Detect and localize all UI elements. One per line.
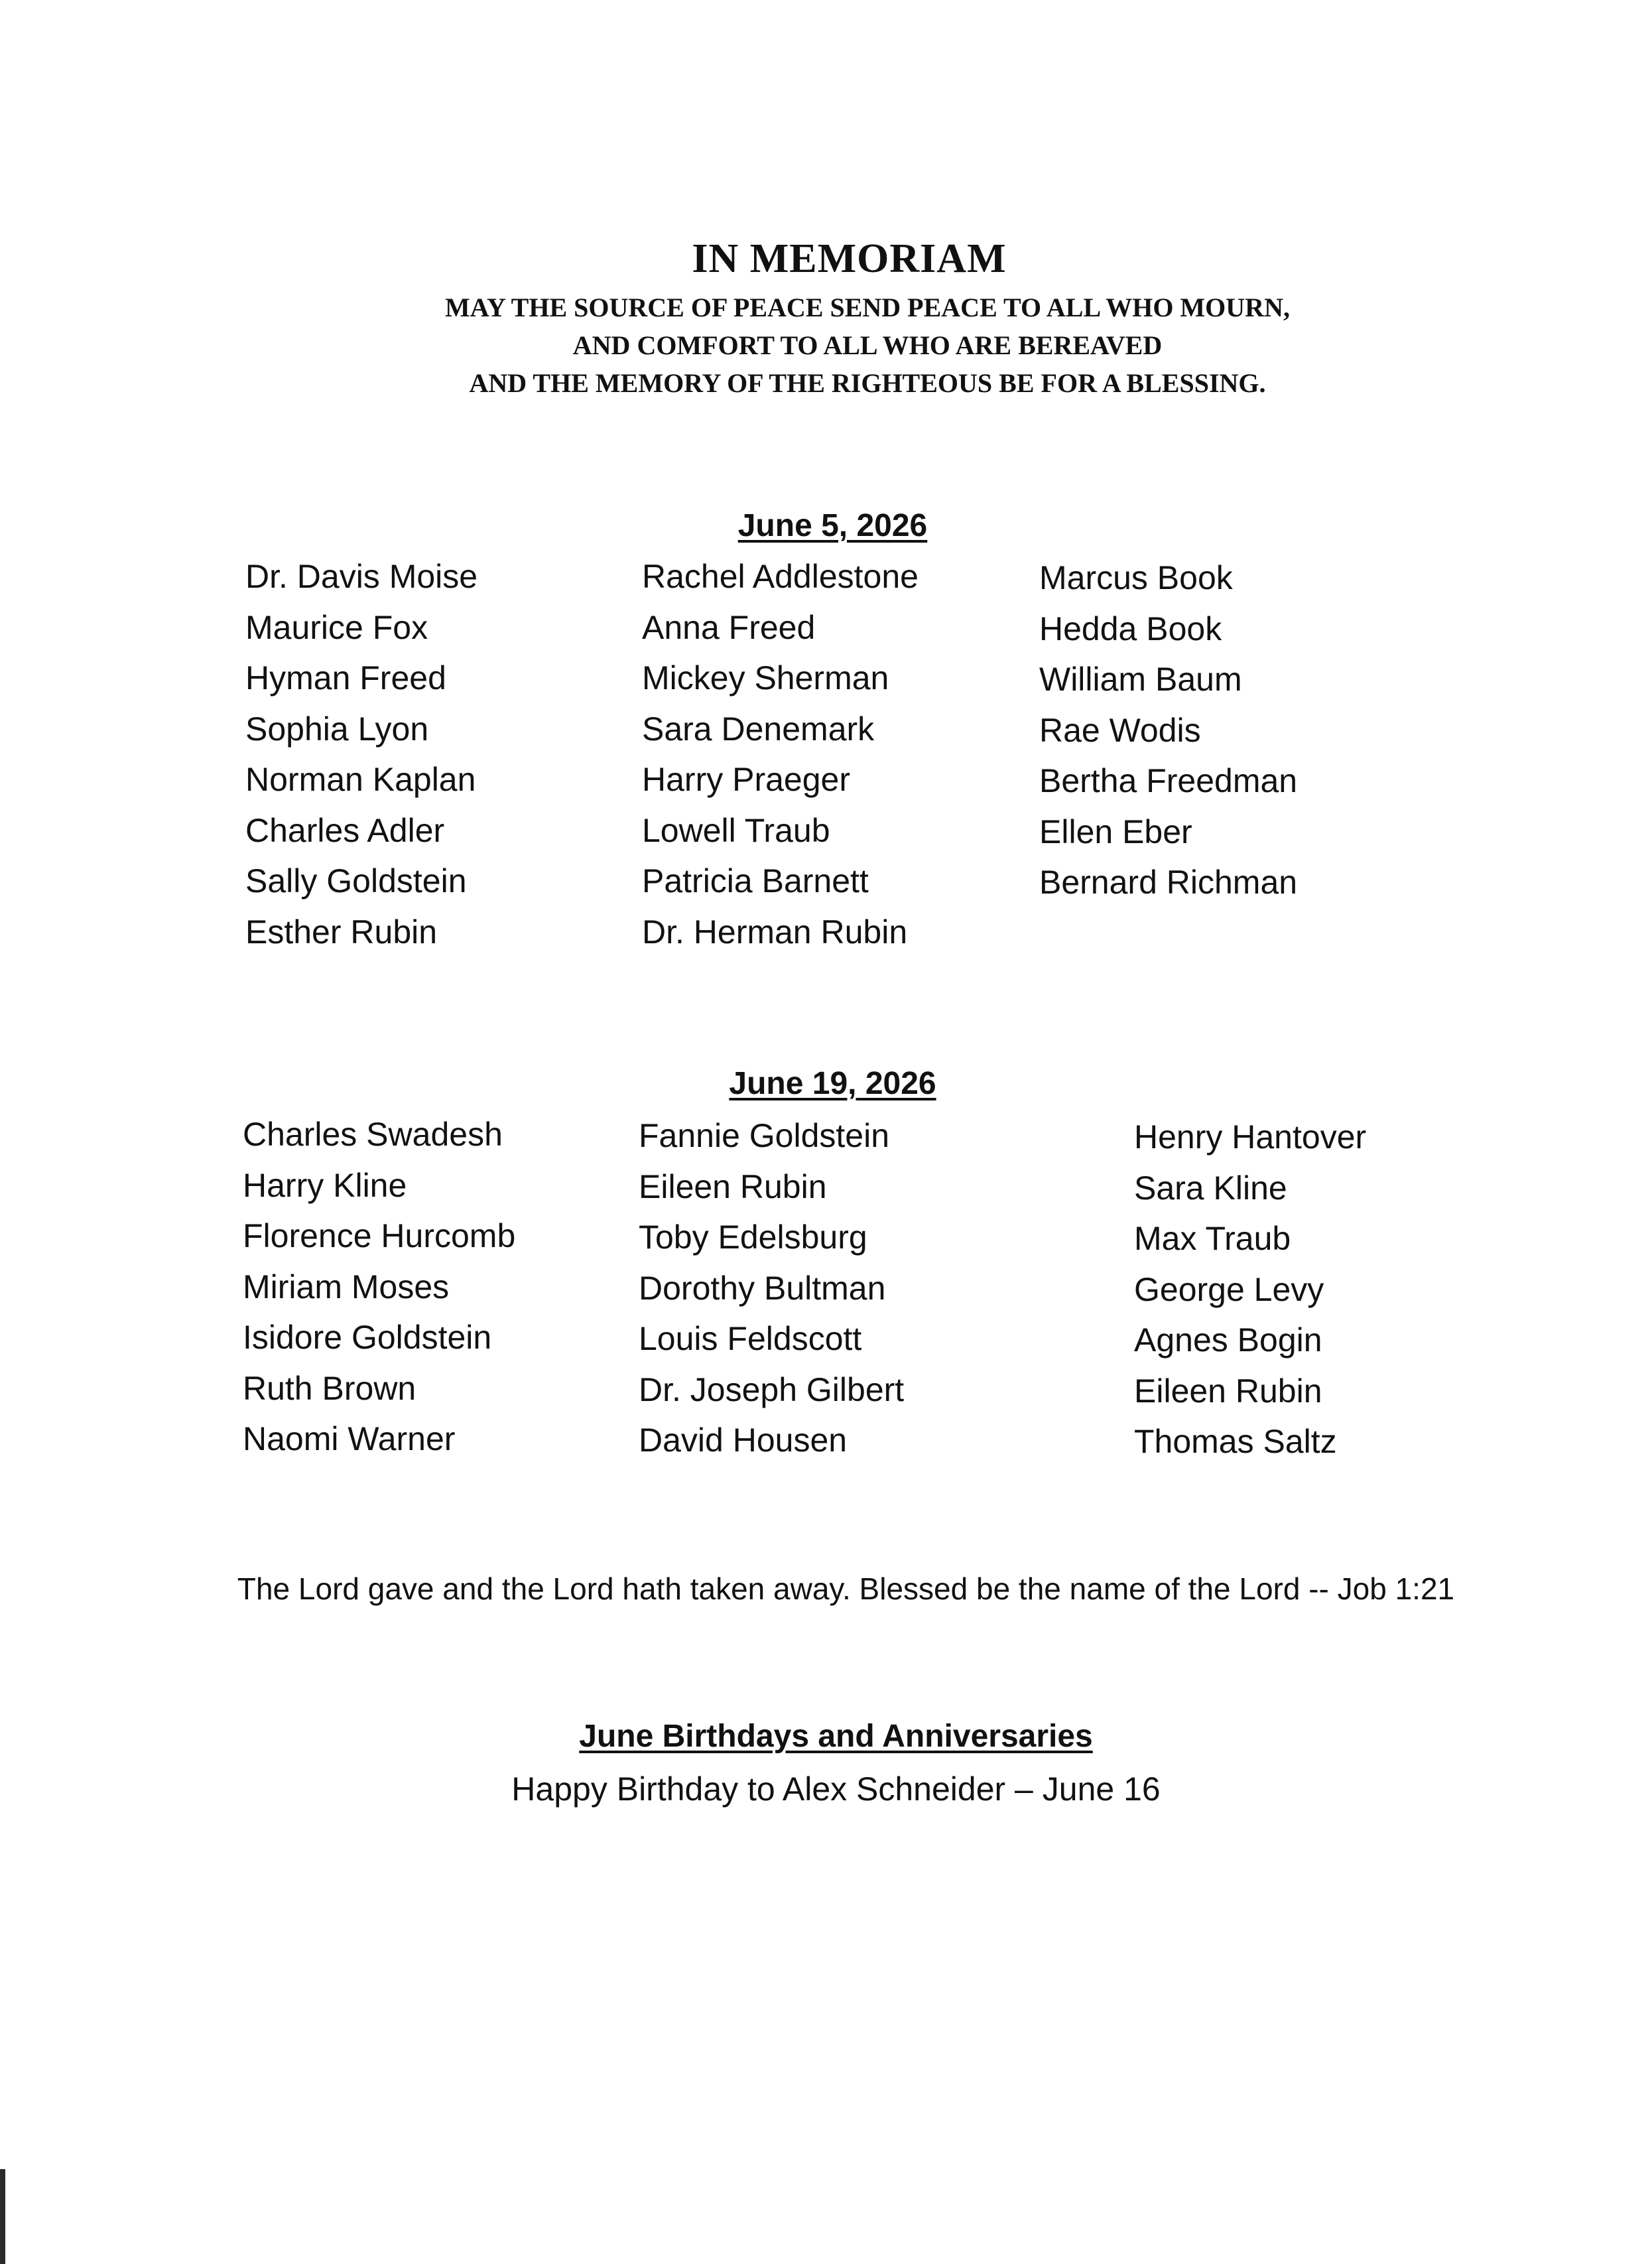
memorial-name: Mickey Sherman: [642, 659, 889, 697]
memorial-name: Norman Kaplan: [245, 761, 476, 798]
memorial-name: Dorothy Bultman: [639, 1269, 886, 1307]
memorial-name: Bernard Richman: [1039, 864, 1298, 901]
memorial-name: Dr. Davis Moise: [245, 558, 478, 595]
memorial-name: Isidore Goldstein: [243, 1319, 492, 1356]
memorial-name: Lowell Traub: [642, 811, 830, 849]
memorial-name: Sara Denemark: [642, 710, 875, 748]
blessing-line-2: AND COMFORT TO ALL WHO ARE BEREAVED: [572, 330, 1163, 360]
memorial-name: Toby Edelsburg: [639, 1219, 867, 1256]
memorial-name: Rae Wodis: [1039, 711, 1201, 749]
memorial-name: Bertha Freedman: [1039, 762, 1298, 799]
birthday-entry: Happy Birthday to Alex Schneider – June 16: [511, 1770, 1161, 1808]
name-column: [243, 1109, 515, 1465]
memorial-name: Miriam Moses: [243, 1268, 450, 1305]
memorial-name: Ruth Brown: [243, 1369, 416, 1407]
memorial-name: Patricia Barnett: [642, 862, 869, 899]
memorial-name: Max Traub: [1134, 1220, 1291, 1257]
memorial-name: Hedda Book: [1039, 610, 1222, 647]
memorial-name: Hyman Freed: [245, 659, 446, 697]
memorial-name: Rachel Addlestone: [642, 558, 919, 595]
name-column: [639, 1110, 904, 1466]
name-column: [1134, 1112, 1366, 1467]
memorial-name: David Housen: [639, 1422, 848, 1459]
memorial-name: Eileen Rubin: [1134, 1372, 1322, 1410]
memorial-name: Anna Freed: [642, 608, 816, 646]
memorial-name: Florence Hurcomb: [243, 1217, 516, 1254]
memorial-name: William Baum: [1039, 661, 1242, 698]
section-date-heading: June 19, 2026: [729, 1066, 936, 1101]
memorial-name: Ellen Eber: [1039, 813, 1192, 850]
memorial-name: Dr. Herman Rubin: [642, 913, 908, 951]
memorial-name: Charles Adler: [245, 811, 445, 849]
name-column: [642, 551, 919, 957]
name-column: [1039, 553, 1297, 908]
memorial-name: George Levy: [1134, 1270, 1324, 1308]
page-title: IN MEMORIAM: [692, 236, 1007, 281]
memorial-name: Sophia Lyon: [245, 710, 429, 748]
memorial-name: Sally Goldstein: [245, 862, 467, 899]
memorial-name: Naomi Warner: [243, 1420, 456, 1457]
blessing-line-1: MAY THE SOURCE OF PEACE SEND PEACE TO ALL WHO MOURN,: [445, 293, 1290, 322]
birthdays-heading: June Birthdays and Anniversaries: [579, 1719, 1093, 1754]
memorial-name: Dr. Joseph Gilbert: [639, 1370, 905, 1408]
blessing-line-3: AND THE MEMORY OF THE RIGHTEOUS BE FOR A BLESSING.: [469, 368, 1266, 398]
scan-edge-mark: [0, 2169, 5, 2264]
memorial-name: Sara Kline: [1134, 1169, 1287, 1207]
memorial-name: Agnes Bogin: [1134, 1321, 1322, 1359]
memorial-name: Harry Praeger: [642, 761, 850, 798]
memorial-name: Marcus Book: [1039, 559, 1233, 596]
memorial-name: Fannie Goldstein: [639, 1117, 890, 1154]
section-date-heading: June 5, 2026: [737, 508, 928, 543]
memorial-name: Eileen Rubin: [639, 1167, 827, 1205]
name-column: [245, 551, 477, 957]
memorial-name: Maurice Fox: [245, 608, 428, 646]
memorial-name: Esther Rubin: [245, 913, 438, 951]
memorial-name: Louis Feldscott: [639, 1320, 862, 1357]
memorial-name: Charles Swadesh: [243, 1116, 503, 1153]
memorial-name: Thomas Saltz: [1134, 1423, 1337, 1460]
memorial-name: Henry Hantover: [1134, 1118, 1367, 1156]
scripture-quote: The Lord gave and the Lord hath taken away. Blessed be the name of the Lord -- Job 1:21: [237, 1571, 1455, 1606]
memorial-name: Harry Kline: [243, 1166, 407, 1204]
